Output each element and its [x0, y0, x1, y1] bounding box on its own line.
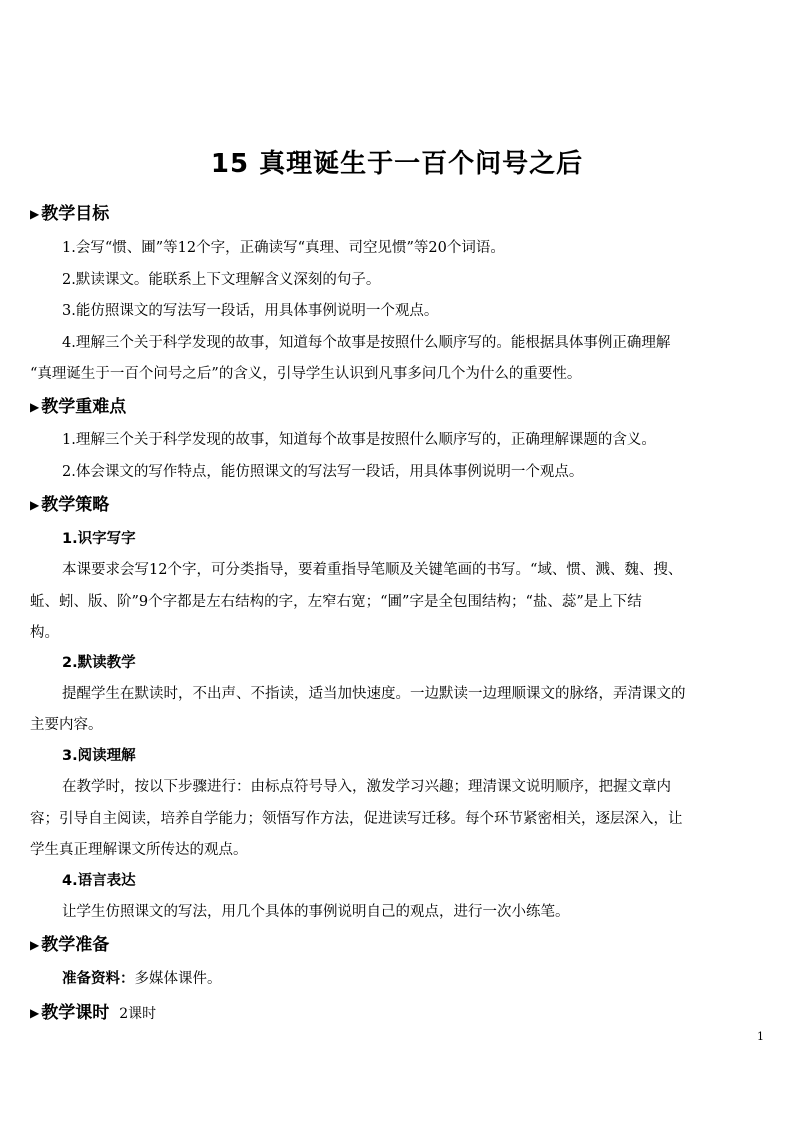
strategy-1-line-3: 构。: [30, 625, 59, 641]
triangle-bullet-icon: ▶: [30, 400, 40, 414]
strategy-1-line-1: 本课要求会写12个字，可分类指导，要着重指导笔顺及关键笔画的书写。“域、惯、溅、魏、搜、: [62, 562, 683, 578]
triangle-bullet-icon: ▶: [30, 1006, 40, 1020]
strategy-4-line-1: 让学生仿照课文的写法，用几个具体的事例说明自己的观点，进行一次小练笔。: [62, 904, 570, 920]
prep-label: 准备资料：: [62, 971, 135, 987]
goal-line-2: 2.默读课文。能联系上下文理解含义深刻的句子。: [62, 272, 381, 288]
strategy-subheading-3: 3.阅读理解: [62, 748, 136, 764]
strategy-3-line-3: 学生真正理解课文所传达的观点。: [30, 842, 248, 858]
triangle-bullet-icon: ▶: [30, 938, 40, 952]
strategy-2-line-1: 提醒学生在默读时，不出声、不指读，适当加快速度。一边默读一边理顺课文的脉络，弄清课文的: [62, 686, 686, 702]
strategy-subheading-4: 4.语言表达: [62, 873, 136, 889]
key-point-line-2: 2.体会课文的写作特点，能仿照课文的写法写一段话，用具体事例说明一个观点。: [62, 464, 584, 480]
section-heading-goals: ▶ 教学目标: [30, 204, 110, 224]
section-heading-key-points: ▶ 教学重难点: [30, 397, 127, 417]
strategy-3-line-1: 在教学时，按以下步骤进行：由标点符号导入，激发学习兴趣；理清课文说明顺序，把握文章内: [62, 779, 671, 795]
goal-line-1: 1.会写“惯、圃”等12个字，正确读写“真理、司空见惯”等20个词语。: [62, 240, 505, 256]
section-heading-prep: ▶ 教学准备: [30, 935, 110, 955]
strategy-3-line-2: 容；引导自主阅读，培养自学能力；领悟写作方法，促进读写迁移。每个环节紧密相关，逐层深入，让: [30, 811, 683, 827]
section-heading-strategy: ▶ 教学策略: [30, 495, 110, 515]
triangle-bullet-icon: ▶: [30, 498, 40, 512]
strategy-2-line-2: 主要内容。: [30, 717, 103, 733]
goal-line-3: 3.能仿照课文的写法写一段话，用具体事例说明一个观点。: [62, 303, 439, 319]
hours-value: 2课时: [119, 1006, 157, 1022]
triangle-bullet-icon: ▶: [30, 207, 40, 221]
prep-value: 多媒体课件。: [134, 971, 222, 987]
strategy-1-line-2: 蚯、蚓、版、阶”9个字都是左右结构的字，左窄右宽；“圃”字是全包围结构；“盐、蕊”是上下结: [30, 594, 642, 610]
goal-line-4: 4.理解三个关于科学发现的故事，知道每个故事是按照什么顺序写的。能根据具体事例正确理解: [62, 335, 671, 351]
prep-line: [62, 969, 222, 989]
strategy-subheading-1: 1.识字写字: [62, 531, 136, 547]
page-title: 15 真理诞生于一百个问号之后: [210, 149, 584, 179]
key-point-line-1: 1.理解三个关于科学发现的故事，知道每个故事是按照什么顺序写的，正确理解课题的含义。: [62, 432, 656, 448]
section-heading-hours: ▶ 教学课时 2课时: [30, 1003, 157, 1023]
page-number: 1: [757, 1030, 764, 1043]
goal-line-5: “真理诞生于一百个问号之后”的含义，引导学生认识到凡事多问几个为什么的重要性。: [30, 366, 582, 382]
strategy-subheading-2: 2.默读教学: [62, 655, 136, 671]
